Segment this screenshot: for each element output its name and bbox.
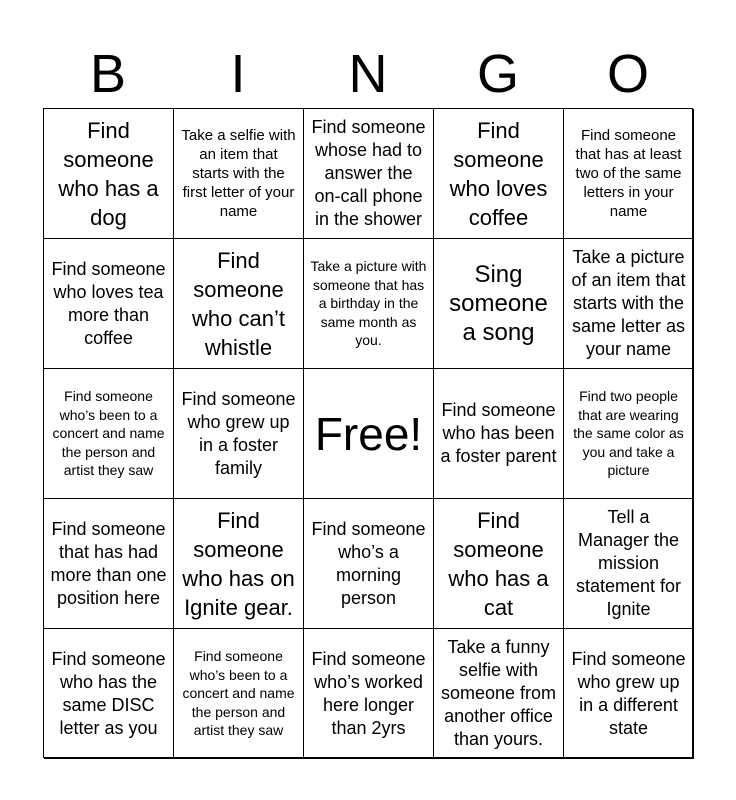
cell-text: Take a picture with someone that has a birthday in the same month as you. (310, 258, 427, 349)
bingo-cell (564, 629, 694, 759)
header-letter-n: N (348, 44, 388, 104)
header-letter-g: G (476, 44, 519, 104)
bingo-cell (44, 109, 174, 239)
bingo-cell (434, 499, 564, 629)
cell-text: Find someone that has had more than one position here (50, 518, 167, 608)
bingo-cell (564, 109, 694, 239)
cell-text: Find two people that are wearing the same color as you and take a picture (573, 388, 684, 479)
bingo-cell (174, 499, 304, 629)
bingo-cell (564, 499, 694, 629)
bingo-cell (44, 239, 174, 369)
bingo-board (43, 108, 693, 758)
cell-text: Take a funny selfie with someone from another office than yours. (440, 637, 557, 749)
bingo-cell (434, 109, 564, 239)
cell-text: Find someone who’s been to a concert and name the person and artist they saw (182, 648, 295, 739)
cell-text: Find someone who has a cat (448, 507, 549, 620)
bingo-cell (174, 629, 304, 759)
bingo-cell (564, 369, 694, 499)
cell-text: Find someone who grew up in a different state (571, 648, 686, 738)
bingo-cell (434, 239, 564, 369)
cell-text: Find someone who has a dog (58, 117, 159, 230)
cell-text: Find someone who loves coffee (449, 117, 548, 230)
bingo-cell (304, 629, 434, 759)
cell-text: Take a selfie with an item that starts with the first letter of your name (181, 127, 296, 220)
cell-text: Find someone who can’t whistle (192, 247, 285, 360)
bingo-cell (304, 239, 434, 369)
cell-text: Find someone who grew up in a foster family (181, 388, 296, 478)
cell-text: Find someone who loves tea more than coffee (51, 258, 166, 348)
header-letter-i: I (230, 44, 246, 104)
free-space-text: Free! (314, 407, 423, 460)
cell-text: Tell a Manager the mission statement for Ignite (575, 507, 682, 619)
bingo-cell (44, 629, 174, 759)
bingo-cell (174, 369, 304, 499)
bingo-cell (304, 499, 434, 629)
cell-text: Find someone whose had to answer the on-call phone in the shower (311, 117, 426, 229)
cell-text: Find someone that has at least two of the same letters in your name (575, 127, 682, 220)
cell-text: Find someone who has on Ignite gear. (182, 507, 295, 620)
bingo-cell (44, 499, 174, 629)
bingo-cell (304, 109, 434, 239)
header-letter-b: B (89, 44, 127, 104)
bingo-cell (44, 369, 174, 499)
cell-text: Find someone who’s a morning person (311, 518, 426, 608)
cell-text: Find someone who’s worked here longer than 2yrs (311, 648, 426, 738)
bingo-cell (434, 369, 564, 499)
bingo-cell (174, 109, 304, 239)
cell-text: Find someone who has been a foster parent (440, 400, 557, 466)
bingo-cell (564, 239, 694, 369)
bingo-cell (434, 629, 564, 759)
free-space-cell (304, 369, 434, 499)
header-letter-o: O (606, 44, 649, 104)
cell-text: Sing someone a song (449, 261, 548, 346)
cell-text: Find someone who has the same DISC letter as you (51, 648, 166, 738)
cell-text: Take a picture of an item that starts with the same letter as your name (571, 247, 686, 359)
bingo-cell (174, 239, 304, 369)
bingo-header (43, 40, 693, 108)
cell-text: Find someone who’s been to a concert and name the person and artist they saw (52, 388, 165, 479)
